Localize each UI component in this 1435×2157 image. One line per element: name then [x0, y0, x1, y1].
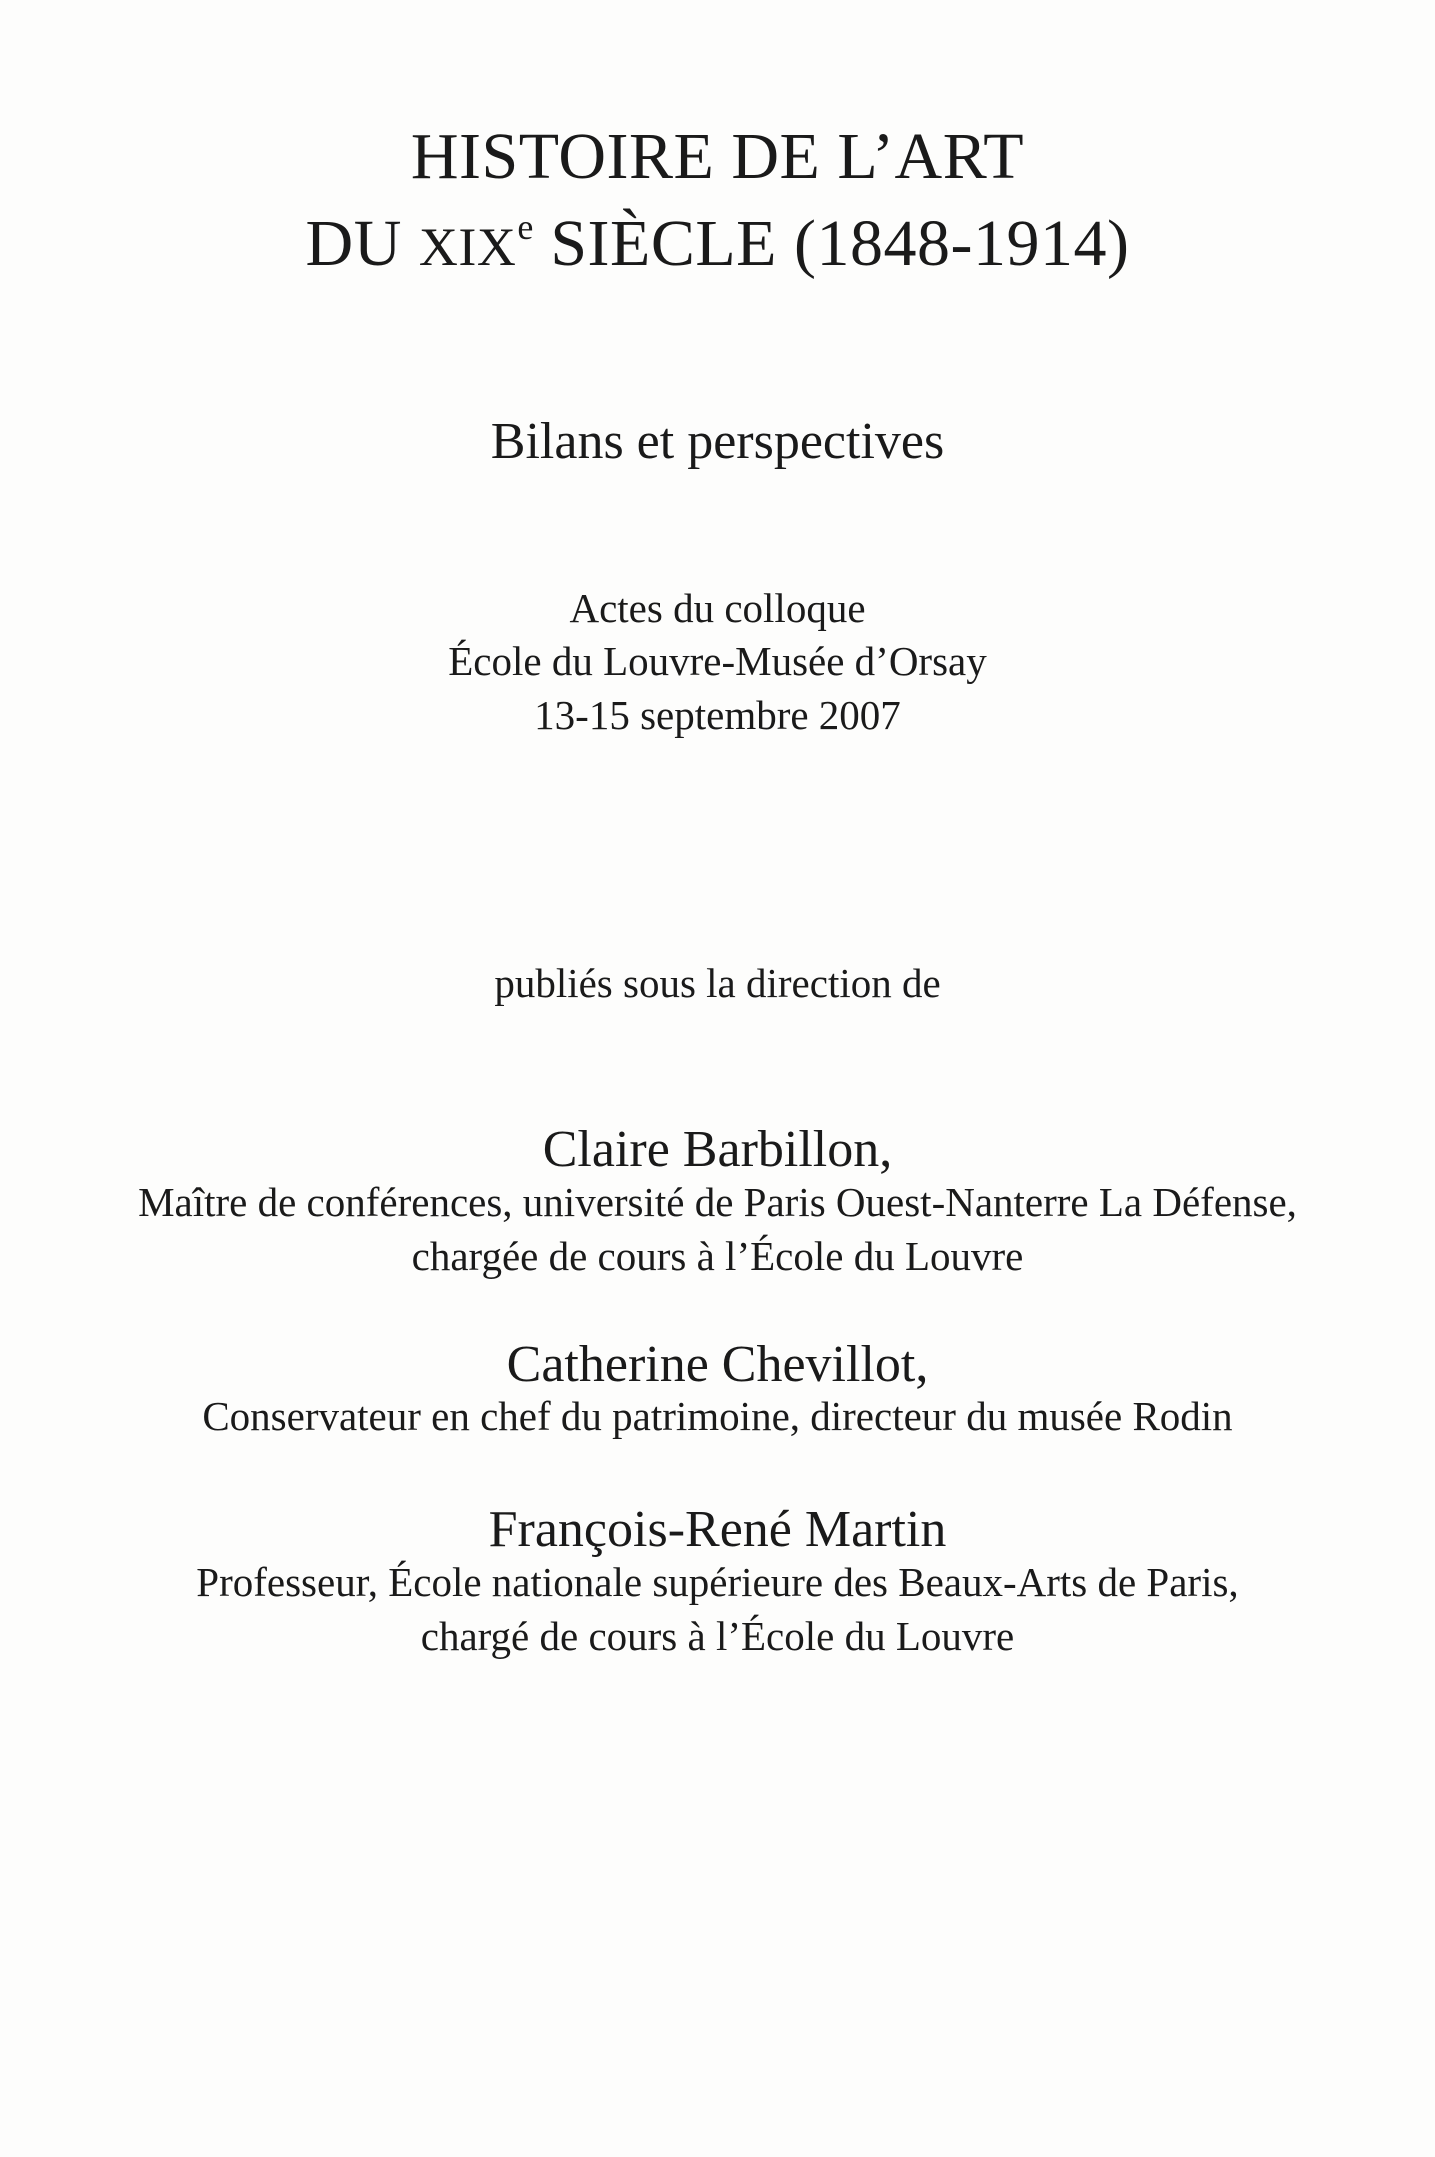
- direction-label-text: publiés sous la direction de: [494, 960, 941, 1006]
- century-superscript: e: [517, 207, 534, 247]
- colloquium-title: Actes du colloque: [569, 585, 866, 631]
- editor-role-text: chargée de cours à l’École du Louvre: [411, 1233, 1024, 1279]
- editor-role: [0, 1179, 1435, 1225]
- editor-role-text: Maître de conférences, université de Paris Ouest-Nanterre La Défense,: [138, 1179, 1297, 1225]
- colloquium-line-2: [0, 638, 1435, 684]
- editor-role-text: chargé de cours à l’École du Louvre: [420, 1613, 1015, 1659]
- editor-role: [0, 1613, 1435, 1659]
- colloquium-line-3: [0, 692, 1435, 738]
- editor-name: [0, 1501, 1435, 1558]
- title-line-1: [0, 120, 1435, 193]
- editor-role-text: Professeur, École nationale supérieure des Beaux-Arts de Paris,: [196, 1559, 1239, 1605]
- subtitle-text: Bilans et perspectives: [490, 413, 945, 470]
- title-line-2: [0, 207, 1435, 280]
- editor-role-text: Conservateur en chef du patrimoine, directeur du musée Rodin: [202, 1393, 1233, 1439]
- title-prefix: DU: [305, 207, 419, 280]
- title-line-1-text: HISTOIRE DE L’ART: [410, 120, 1025, 193]
- colloquium-venue: École du Louvre-Musée d’Orsay: [448, 638, 987, 684]
- editor-name: [0, 1121, 1435, 1178]
- subtitle: [0, 413, 1435, 470]
- editor-name-text: François-René Martin: [488, 1501, 947, 1558]
- century-numeral: XIX: [418, 217, 517, 277]
- colloquium-line-1: [0, 585, 1435, 631]
- editor-name-text: Catherine Chevillot,: [506, 1336, 929, 1393]
- editor-name: [0, 1336, 1435, 1393]
- colloquium-dates: 13-15 septembre 2007: [534, 692, 901, 738]
- direction-label: [0, 960, 1435, 1006]
- editor-role: [0, 1559, 1435, 1605]
- editor-role: [0, 1393, 1435, 1439]
- editor-role: [0, 1233, 1435, 1279]
- editor-name-text: Claire Barbillon,: [542, 1121, 893, 1178]
- title-suffix: SIÈCLE (1848-1914): [533, 207, 1130, 280]
